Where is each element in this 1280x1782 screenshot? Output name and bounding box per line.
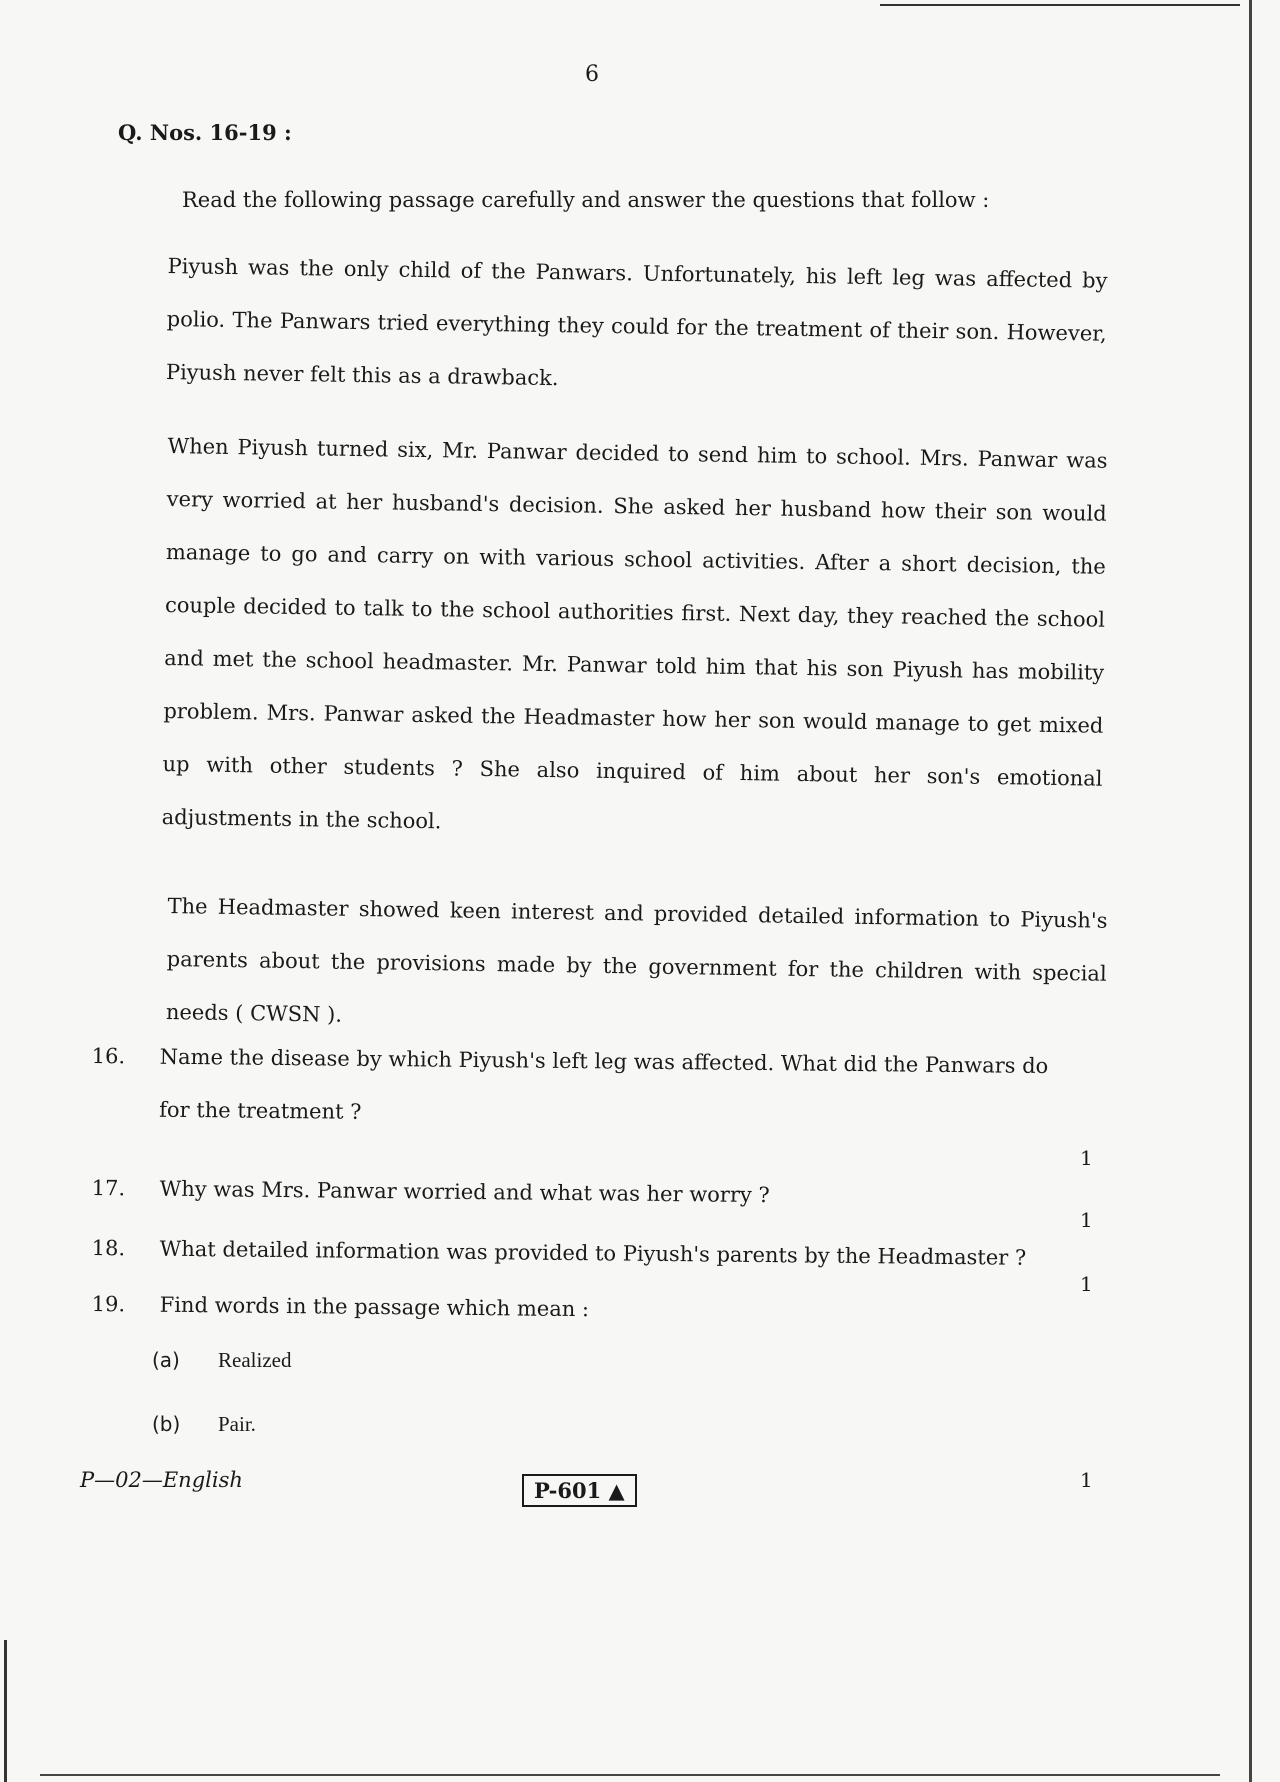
question-number: 19. (91, 1291, 126, 1317)
subitem-label: (a) (152, 1348, 180, 1372)
subitem-text: Pair. (218, 1412, 256, 1436)
passage-paragraph-3: The Headmaster showed keen interest and provided detailed information to Piyush's parents about the provisions made by the government for the children with special needs ( CWSN ). (165, 893, 1108, 1027)
instruction-text: Read the following passage carefully and answer the questions that follow : (182, 188, 990, 212)
question-19 (91, 1278, 1092, 1341)
question-18-mark: 1 (1080, 1272, 1093, 1296)
question-text: Find words in the passage which mean : (159, 1292, 590, 1322)
question-text: Why was Mrs. Panwar worried and what was her worry ? (159, 1176, 770, 1208)
scan-edge-left (4, 1640, 7, 1782)
passage-paragraph-2: When Piyush turned six, Mr. Panwar decided to send him to school. Mrs. Panwar was very worried at her husband's decision. She asked her husband how their son would manage to go and carry on with various school activities. After a short decision, the couple decided to talk to the school authorities first. Next day, they reached the school and met the school headmaster. Mr. Panwar told him that his son Piyush has mobility problem. Mrs. Panwar asked the Headmaster how her son would manage to get mixed up with other students ? She also inquired of him about her son's emotional adjustments in the school. (161, 433, 1108, 834)
footer-subject-code: P—02—English (80, 1468, 243, 1492)
question-19-subitem-a (152, 1348, 291, 1373)
question-17 (91, 1162, 1092, 1225)
page-number: 6 (585, 62, 599, 87)
question-16 (91, 1030, 1092, 1146)
question-17-mark: 1 (1080, 1208, 1093, 1232)
question-19-mark: 1 (1080, 1468, 1093, 1492)
scan-edge-bottom (40, 1774, 1220, 1776)
question-number: 17. (91, 1175, 126, 1201)
subitem-label: (b) (152, 1412, 181, 1436)
question-text: Name the disease by which Piyush's left leg was affected. What did the Panwars do for the treatment ? (159, 1044, 1049, 1124)
question-text: What detailed information was provided to Piyush's parents by the Headmaster ? (159, 1236, 1027, 1270)
passage-paragraph-1: Piyush was the only child of the Panwars. Unfortunately, his left leg was affected by polio. The Panwars tried everything they could for the treatment of their son. However, Piyush never felt this as a drawback. (165, 253, 1108, 391)
question-19-subitem-b (152, 1412, 256, 1437)
question-number: 18. (91, 1235, 126, 1261)
question-16-mark: 1 (1080, 1146, 1093, 1170)
scan-edge-right (1249, 0, 1252, 1782)
question-18 (91, 1222, 1092, 1285)
question-number: 16. (91, 1043, 126, 1069)
subitem-text: Realized (218, 1348, 292, 1372)
section-heading: Q. Nos. 16-19 : (118, 120, 292, 145)
paper-code-box: P-601 ▲ (522, 1474, 637, 1507)
scan-edge-top (880, 4, 1240, 6)
